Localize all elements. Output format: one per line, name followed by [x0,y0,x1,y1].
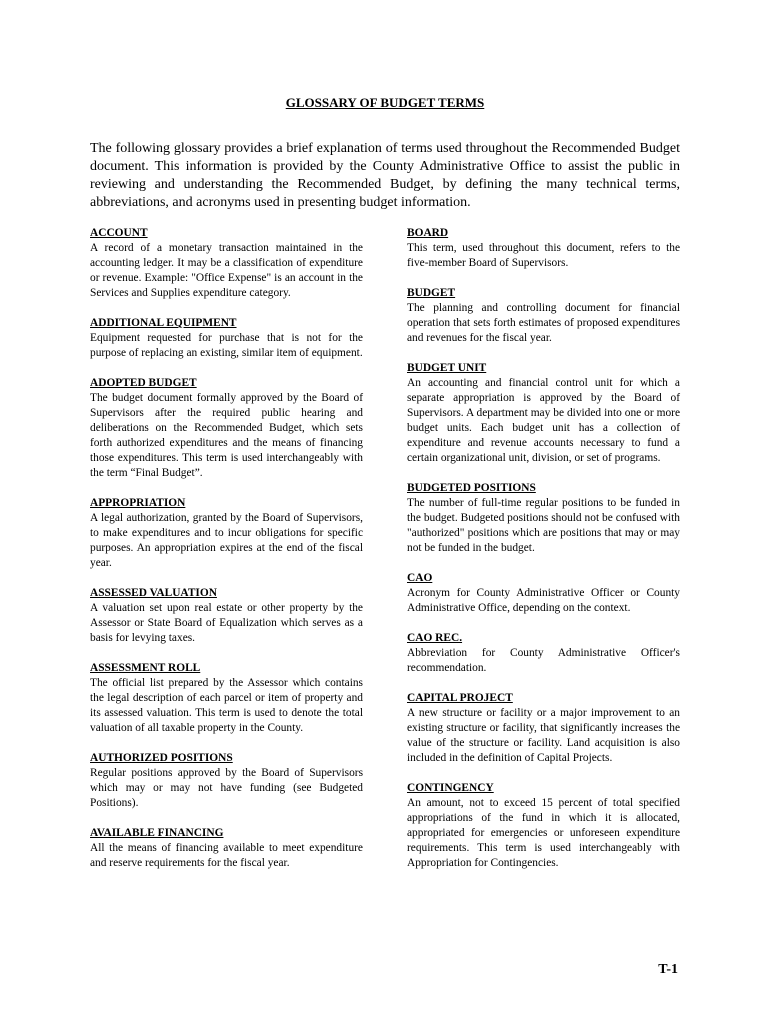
glossary-definition: Acronym for County Administrative Officer or County Administrative Office, depending on the context. [407,587,680,614]
glossary-entry-cao [407,571,680,616]
glossary-term: ADOPTED BUDGET [90,377,197,389]
glossary-definition: An accounting and financial control unit for which a separate appropriation is approved by the Board of Supervisors. A department may be divided into one or more budget units. Each budget unit has a collection of expenditure and revenue accounts necessary to fund a certain organizational unit, division, or set of programs. [407,377,680,464]
glossary-entry-additional-equipment [90,316,363,361]
glossary-definition: An amount, not to exceed 15 percent of total specified appropriations of the fund in which it is allocated, appropriated for emergencies or unforeseen expenditure requirements. This term is used interchangeably with Appropriation for Contingencies. [407,797,680,869]
glossary-term: CAO REC. [407,632,463,644]
glossary-definition: A legal authorization, granted by the Board of Supervisors, to make expenditures and to incur obligations for specific purposes. An appropriation expires at the end of the fiscal year. [90,512,363,569]
glossary-definition: The official list prepared by the Assessor which contains the legal description of each parcel or item of property and its assessed valuation. This term is used to denote the total valuation of all taxable property in the County. [90,677,363,734]
glossary-entry-capital-project [407,691,680,766]
glossary-term: ASSESSED VALUATION [90,587,217,599]
glossary-term: ASSESSMENT ROLL [90,662,201,674]
glossary-term: CAPITAL PROJECT [407,692,513,704]
glossary-entry-assessment-roll [90,661,363,736]
glossary-term: AUTHORIZED POSITIONS [90,752,233,764]
glossary-term: BOARD [407,227,449,239]
glossary-entry-appropriation [90,496,363,571]
glossary-definition: The planning and controlling document for financial operation that sets forth estimates of proposed expenditures and revenues for the fiscal year. [407,302,680,344]
glossary-definition: Equipment requested for purchase that is not for the purpose of replacing an existing, similar item of equipment. [90,332,363,359]
glossary-term: AVAILABLE FINANCING [90,827,224,839]
glossary-definition: A new structure or facility or a major improvement to an existing structure or facility, that significantly increases the value of the structure or facility. Land acquisition is also included in the definition of Capital Projects. [407,707,680,764]
page-number: T-1 [658,962,678,977]
glossary-term: ADDITIONAL EQUIPMENT [90,317,237,329]
glossary-entry-budgeted-positions [407,481,680,556]
glossary-entry-assessed-valuation [90,586,363,646]
glossary-term: BUDGET [407,287,456,299]
glossary-term: CAO [407,572,433,584]
glossary-definition: The number of full-time regular positions to be funded in the budget. Budgeted positions should not be confused with "authorized" positions which are positions that may or may not be funded in the budget. [407,497,680,554]
glossary-left-column [90,226,363,871]
glossary-definition: Regular positions approved by the Board of Supervisors which may or may not have funding (see Budgeted Positions). [90,767,363,809]
page-title: GLOSSARY OF BUDGET TERMS [285,95,485,110]
glossary-term: ACCOUNT [90,227,148,239]
glossary-term: BUDGETED POSITIONS [407,482,536,494]
glossary-entry-budget [407,286,680,346]
glossary-entry-cao-rec [407,631,680,676]
glossary-entry-available-financing [90,826,363,871]
glossary-entry-board [407,226,680,271]
glossary-term: APPROPRIATION [90,497,186,509]
glossary-term: BUDGET UNIT [407,362,487,374]
glossary-definition: This term, used throughout this document, refers to the five-member Board of Supervisors. [407,242,680,269]
glossary-definition: A record of a monetary transaction maintained in the accounting ledger. It may be a classification of expenditure or revenue. Example: "Office Expense" is an account in the Services and Supplies expenditure category. [90,242,363,299]
glossary-entry-adopted-budget [90,376,363,481]
glossary-definition: The budget document formally approved by the Board of Supervisors after the required public hearing and deliberations on the Recommended Budget, which sets forth authorized expenditures and the means of financing those expenditures. This term is used interchangeably with the term “Final Budget”. [90,392,363,479]
glossary-term: CONTINGENCY [407,782,494,794]
glossary-entry-contingency [407,781,680,871]
glossary-definition: A valuation set upon real estate or other property by the Assessor or State Board of Equalization which serves as a basis for levying taxes. [90,602,363,644]
glossary-right-column [407,226,680,871]
glossary-definition: Abbreviation for County Administrative Officer's recommendation. [407,647,680,674]
glossary-definition: All the means of financing available to meet expenditure and reserve requirements for the fiscal year. [90,842,363,869]
glossary-entry-budget-unit [407,361,680,466]
glossary-entry-authorized-positions [90,751,363,811]
intro-paragraph: The following glossary provides a brief explanation of terms used throughout the Recommended Budget document. This information is provided by the County Administrative Office to assist the public in reviewing and understanding the Recommended Budget, by defining the many technical terms, abbreviations, and acronyms used in presenting budget information. [90,141,680,210]
glossary-entry-account [90,226,363,301]
